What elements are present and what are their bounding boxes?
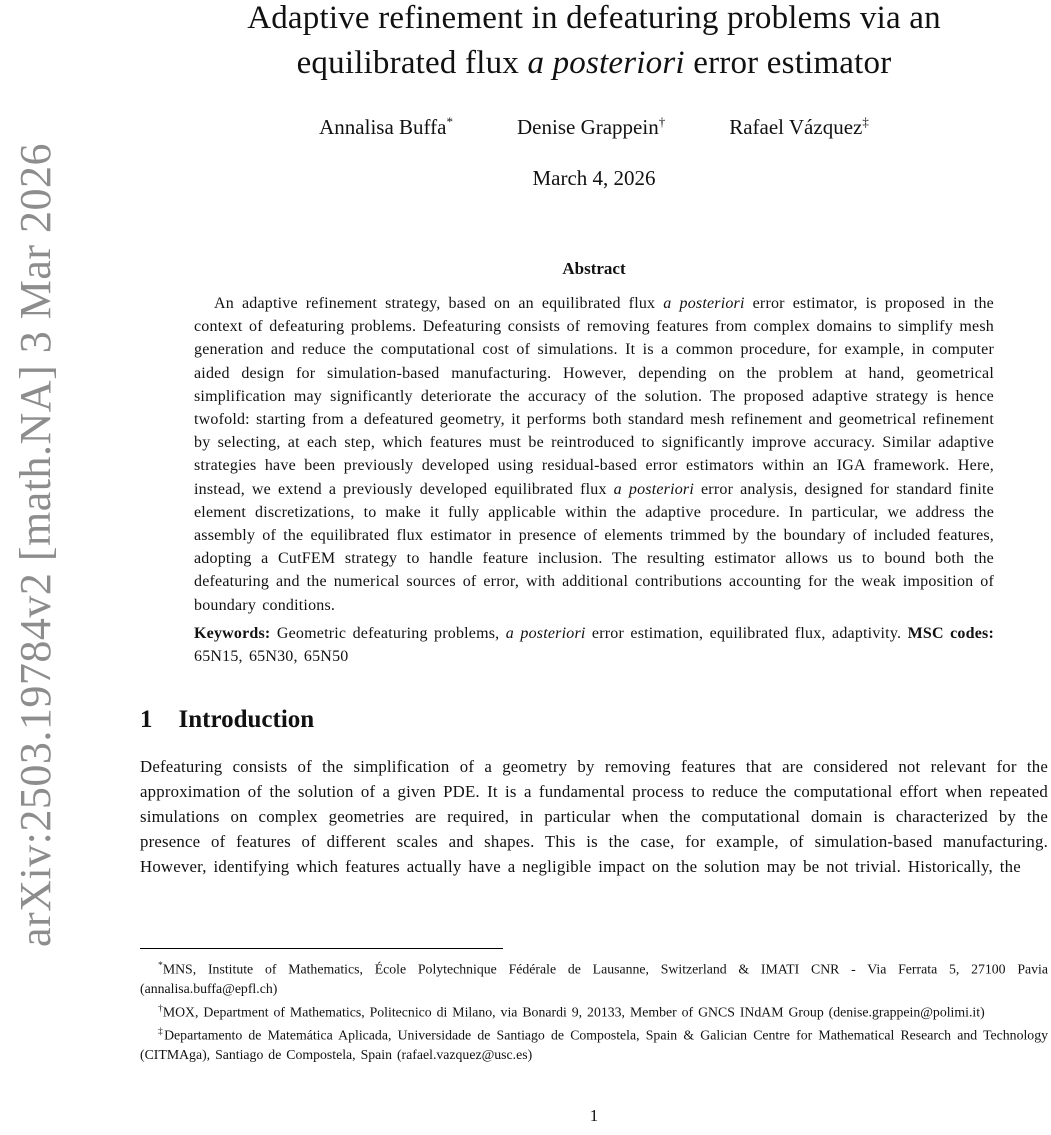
italic-a-posteriori: a posteriori	[505, 624, 586, 642]
msc-codes-label: MSC codes:	[907, 624, 994, 642]
introduction-paragraph: Defeaturing consists of the simplification of a geometry by removing features that are considered not relevant for the approximation of the solution of a given PDE. It is a fundamental process to reduce the computational effort when repeated simulations on complex geometries are required, in particular when the computational domain is characterized by the presence of features of different scales and shapes. This is the case, for example, of simulation-based manufacturing. However, identifying which features actually have a negligible impact on the solution may be not trivial. Historically, the	[140, 757, 1048, 877]
footnote-mark-dagger: †	[158, 1002, 163, 1014]
italic-a-posteriori: a posteriori	[663, 295, 745, 312]
footnote-mark-double-dagger: ‡	[862, 114, 869, 129]
title-line1: Adaptive refinement in defeaturing problems via an	[247, 0, 941, 36]
page-number: 1	[589, 1106, 599, 1125]
keywords-label: Keywords:	[194, 624, 271, 642]
footnote-area	[140, 948, 1048, 1064]
arxiv-watermark: arXiv:2503.19784v2 [math.NA] 3 Mar 2026	[11, 142, 60, 947]
author-denise-grappein: Denise Grappein†	[517, 114, 666, 139]
author-annalisa-buffa: Annalisa Buffa*	[319, 114, 453, 139]
msc-codes-values: 65N15, 65N30, 65N50	[194, 648, 349, 666]
abstract-heading: Abstract	[562, 259, 626, 278]
italic-a-posteriori: a posteriori	[613, 480, 694, 498]
section-number: 1	[140, 706, 153, 734]
abstract-text: An adaptive refinement strategy, based on an equilibrated flux a posteriori error estimator, is proposed in the context of defeaturing problems. Defeaturing consists of removing features from complex domains to simplify mesh generation and reduce the computational cost of simulations. It is a common procedure, for example, in computer aided design for simulation-based manufacturing. However, depending on the problem at hand, geometrical simplification may significantly deteriorate the accuracy of the solution. The proposed adaptive strategy is hence twofold: starting from a defeatured geometry, it performs both standard mesh refinement and geometrical refinement by selecting, at each step, which features must be reintroduced to significantly improve accuracy. Similar adaptive strategies have been previously developed using residual-based error estimators within an IGA framework. Here, instead, we extend a previously developed equilibrated flux a posteriori error analysis, designed for standard finite element discretizations, to make it fully applicable within the adaptive procedure. In particular, we address the assembly of the equilibrated flux estimator in presence of elements trimmed by the boundary of included features, adopting a CutFEM strategy to handle feature inclusion. The resulting estimator allows us to bound both the defeaturing and the numerical sources of error, with additional contributions accounting for the weak imposition of boundary conditions.	[194, 295, 994, 614]
footnote-mark-dagger: †	[658, 114, 666, 129]
keywords-line: Keywords: Geometric defeaturing problems, a posteriori error estimation, equilibrated flux, adaptivity. MSC codes: 65N15, 65N30, 65N50	[194, 624, 994, 666]
section-heading-introduction	[140, 706, 1048, 734]
footnote-mark-asterisk: *	[446, 114, 453, 129]
footnote-affiliation-3: ‡Departamento de Matemática Aplicada, Universidade de Santiago de Compostela, Spain & Galician Centre for Mathematical Research and Technology (CITMAga), Santiago de Compostela, Spain (rafael.vazquez@usc.es)	[140, 1025, 1049, 1062]
footnote-mark-asterisk: *	[158, 960, 163, 971]
footnote-affiliation-1: *MNS, Institute of Mathematics, École Polytechnique Fédérale de Lausanne, Switzerland & IMATI CNR - Via Ferrata 5, 27100 Pavia (annalisa.buffa@epfl.ch)	[140, 960, 1048, 997]
section-title: Introduction	[178, 706, 315, 734]
author-list	[140, 114, 1048, 140]
footnote-rule	[140, 948, 503, 949]
author-rafael-vazquez: Rafael Vázquez‡	[729, 114, 869, 139]
paper-date: March 4, 2026	[532, 166, 656, 190]
footnote-mark-double-dagger: ‡	[158, 1025, 165, 1037]
paper-title	[140, 0, 1048, 86]
footnote-affiliation-2: †MOX, Department of Mathematics, Politecnico di Milano, via Bonardi 9, 20133, Member of GNCS INdAM Group (denise.grappein@polimi.it)	[158, 1002, 985, 1020]
title-line2: equilibrated flux a posteriori error estimator	[296, 45, 892, 81]
